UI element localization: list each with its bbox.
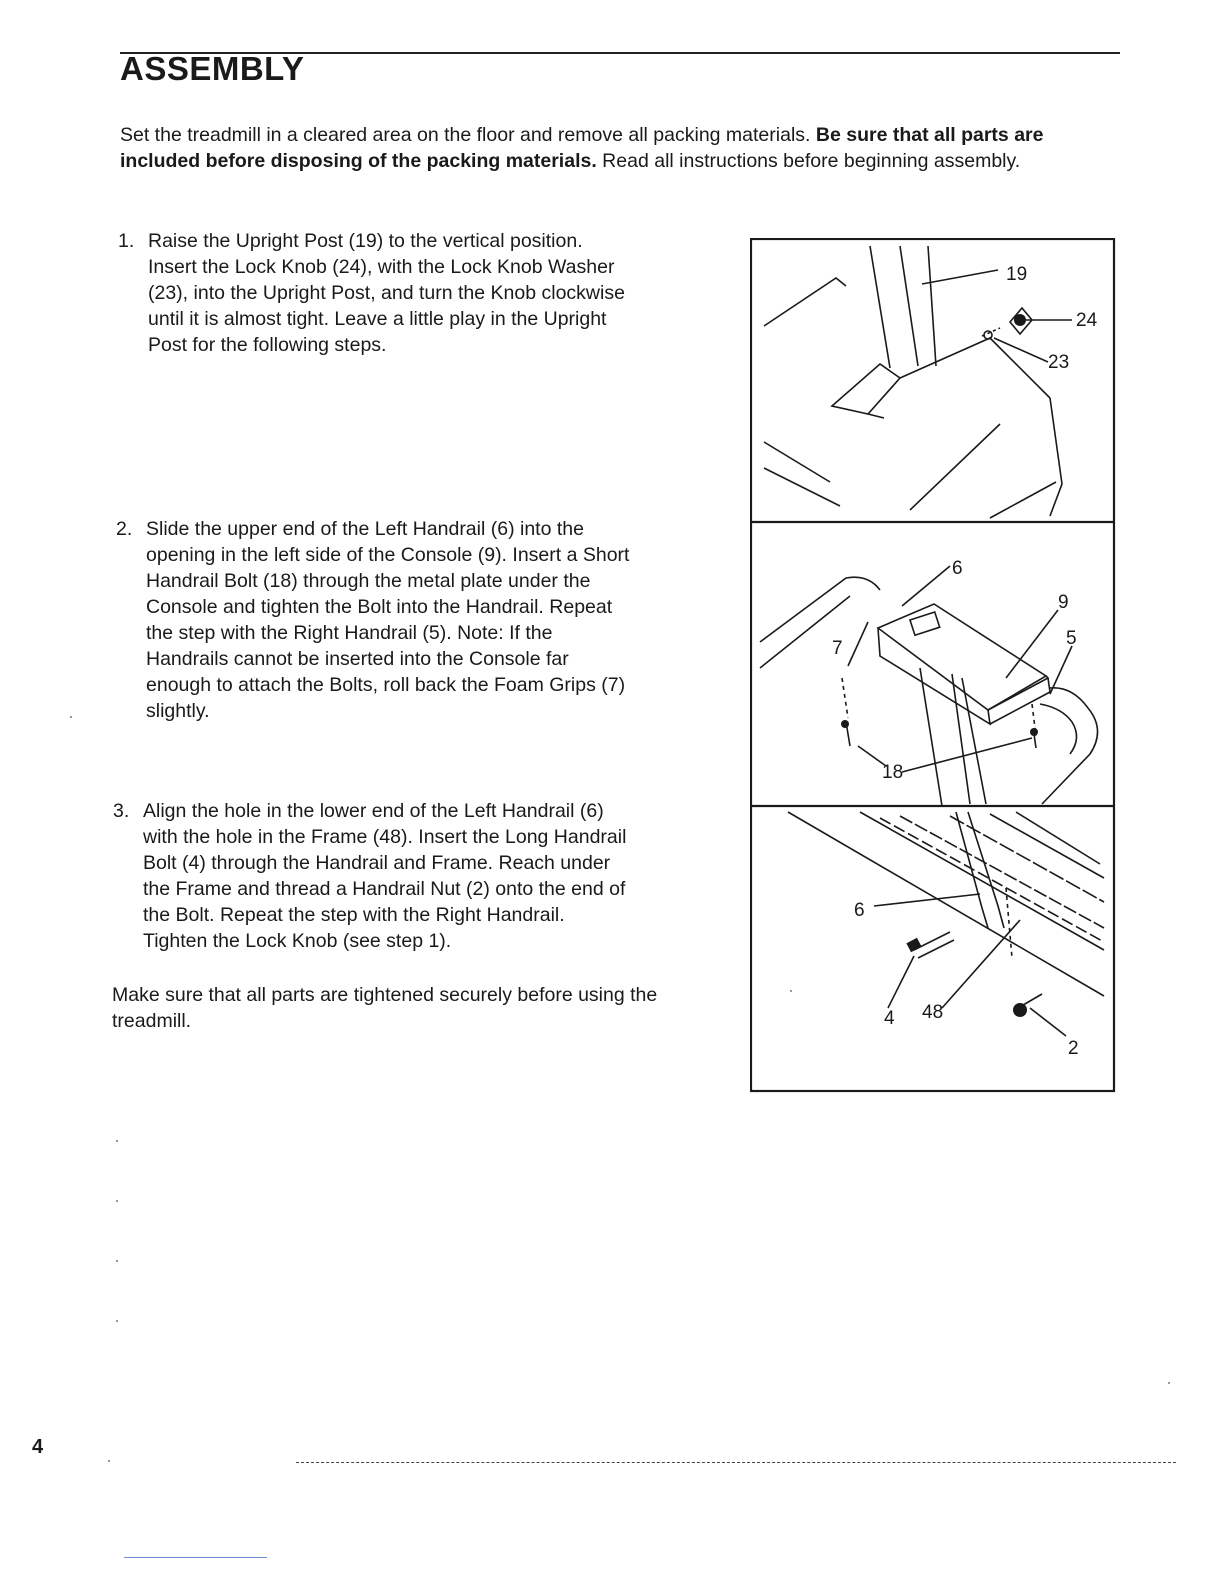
step-text <box>143 798 626 954</box>
step-text <box>148 228 625 358</box>
callout-label: 2 <box>1068 1038 1079 1059</box>
step-line: the Frame and thread a Handrail Nut (2) onto the end of <box>143 878 626 900</box>
scan-speck <box>790 990 792 992</box>
callout-label: 4 <box>884 1008 895 1029</box>
lock-knob-icon <box>1014 314 1026 326</box>
scan-speck <box>116 1140 118 1142</box>
leader-line <box>874 894 980 906</box>
step-line: Align the hole in the lower end of the Left Handrail (6) <box>143 800 604 822</box>
leader-line <box>1050 646 1072 694</box>
leader-line <box>1030 1008 1066 1036</box>
assembly-figures <box>750 238 1116 1094</box>
leader-line <box>942 920 1020 1008</box>
figure-1-drawing <box>764 246 1062 518</box>
step-line: Post for the following steps. <box>148 334 387 356</box>
callout-label: 48 <box>922 1002 944 1023</box>
footer-rule <box>296 1462 1176 1463</box>
intro-text-3: Read all instructions before beginning assembly. <box>596 150 1021 172</box>
step-line: Handrail Bolt (18) through the metal plate under the <box>146 570 591 592</box>
scan-speck <box>108 1460 110 1462</box>
step-number: 3. <box>113 800 130 822</box>
bolt-head-icon <box>1030 728 1038 736</box>
bolt-head-icon <box>906 938 921 952</box>
step-line: Slide the upper end of the Left Handrail (6) into the <box>146 518 584 540</box>
step-line: opening in the left side of the Console (9). Insert a Short <box>146 544 630 566</box>
intro-text-1: Set the treadmill in a cleared area on the floor and remove all packing materials. <box>120 124 816 146</box>
footer-accent-line <box>124 1557 267 1558</box>
callout-label: 5 <box>1066 628 1077 649</box>
step-line: slightly. <box>146 700 210 722</box>
page-number: 4 <box>32 1436 44 1458</box>
scan-speck <box>70 716 72 718</box>
leader-line <box>888 956 914 1008</box>
figure-3-drawing <box>788 812 1104 996</box>
step-line: (23), into the Upright Post, and turn the Knob clockwise <box>148 282 625 304</box>
step-line: Raise the Upright Post (19) to the vertical position. <box>148 230 583 252</box>
callout-label: 18 <box>882 762 904 783</box>
step-line: with the hole in the Frame (48). Insert the Long Handrail <box>143 826 627 848</box>
leader-line <box>902 738 1032 772</box>
intro-paragraph <box>120 122 1080 174</box>
step-line: Insert the Lock Knob (24), with the Lock Knob Washer <box>148 256 615 278</box>
leader-line <box>848 622 868 666</box>
page-title: ASSEMBLY <box>120 50 305 87</box>
step-line: the Bolt. Repeat the step with the Right Handrail. <box>143 904 565 926</box>
step-line: enough to attach the Bolts, roll back the Foam Grips (7) <box>146 674 626 696</box>
leader-line <box>922 270 998 284</box>
callout-label: 7 <box>832 638 843 659</box>
scan-speck <box>116 1260 118 1262</box>
step-line: Tighten the Lock Knob (see step 1). <box>143 930 452 952</box>
callout-label: 24 <box>1076 310 1098 331</box>
step-line: until it is almost tight. Leave a little play in the Upright <box>148 308 607 330</box>
step-text <box>146 516 629 724</box>
step-line: Handrails cannot be inserted into the Console far <box>146 648 569 670</box>
handrail-nut-icon <box>1013 1003 1027 1017</box>
step-line: Console and tighten the Bolt into the Handrail. Repeat <box>146 596 613 618</box>
callout-label: 19 <box>1006 264 1028 285</box>
final-note: Make sure that all parts are tightened securely before using the treadmill. <box>112 984 658 1032</box>
callout-label: 9 <box>1058 592 1069 613</box>
callout-label: 23 <box>1048 352 1070 373</box>
leader-line <box>902 566 950 606</box>
callout-label: 6 <box>952 558 963 579</box>
step-line: the step with the Right Handrail (5). Note: If the <box>146 622 553 644</box>
callout-label: 6 <box>854 900 865 921</box>
step-number: 1. <box>118 230 135 252</box>
scan-speck <box>116 1200 118 1202</box>
intro-text-bold: Be sure that all parts are included before disposing of the packing materials. <box>120 124 1044 172</box>
step-line: Bolt (4) through the Handrail and Frame. Reach under <box>143 852 611 874</box>
bolt-head-icon <box>841 720 849 728</box>
step-number: 2. <box>116 518 133 540</box>
scan-speck <box>1168 1382 1170 1384</box>
scan-speck <box>116 1320 118 1322</box>
figure-2-drawing <box>760 577 1098 806</box>
